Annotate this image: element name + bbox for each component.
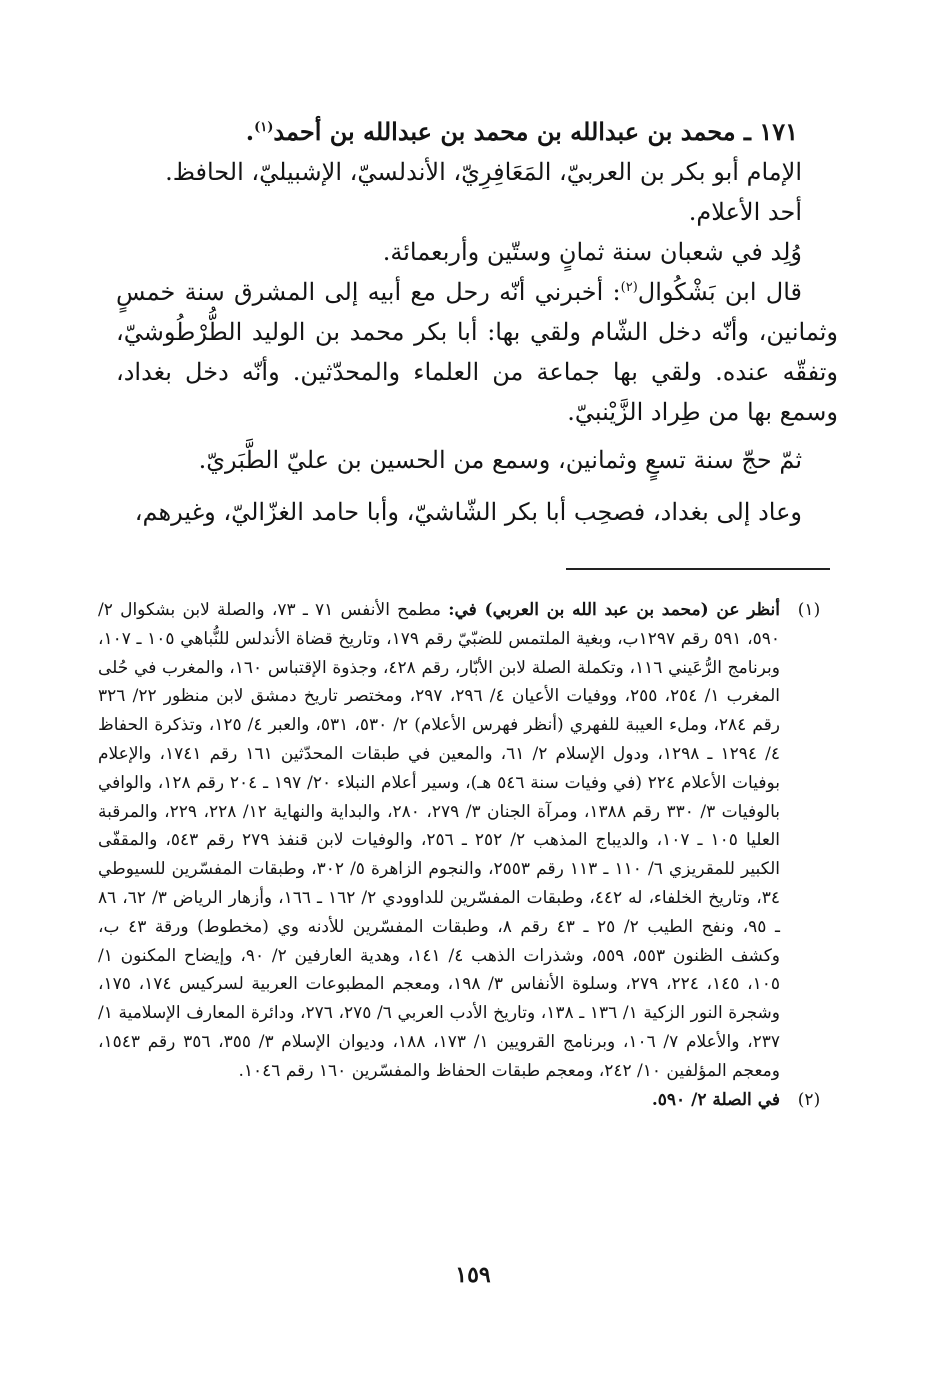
entry-title: محمد بن عبدالله بن محمد بن عبدالله بن أحمد: [273, 117, 736, 146]
footnote-ref-1[interactable]: (١): [254, 120, 274, 135]
footnote-body: مطمح الأنفس ٧١ ـ ٧٣، والصلة لابن بشكوال ٢/ ٥٩٠، ٥٩١ رقم ١٢٩٧ب، وبغية الملتمس للضبّيّ رقم ١٧٩، وتاريخ قضاة الأندلس للنُّباهي ١٠٥ ـ ١٠٧، وبرنامج الرُّعَيني ١١٦، وتكملة الصلة لابن الأبّار، رقم ٤٢٨، وجذوة الإقتباس ١٦٠، والمغرب في حُلى المغرب ١/ ٢٥٤، ٢٥٥، ووفيات الأعيان ٤/ ٢٩٦، ٢٩٧، ومختصر تاريخ دمشق لابن منظور ٢٢/ ٣٢٦ رقم ٢٨٤، وملء العيبة للفهري (أنظر فهرس الأعلام) ٢/ ٥٣٠، ٥٣١، والعبر ٤/ ١٢٥، وتذكرة الحفاظ ٤/ ١٢٩٤ ـ ١٢٩٨، ودول الإسلام ٢/ ٦١، والمعين في طبقات المحدّثين ١٦١ رقم ١٧٤١، والإعلام بوفيات الأعلام ٢٢٤ (في وفيات سنة ٥٤٦ هـ)، وسير أعلام النبلاء ٢٠/ ١٩٧ ـ ٢٠٤ رقم ١٢٨، والوافي بالوفيات ٣/ ٣٣٠ رقم ١٣٨٨، ومرآة الجنان ٣/ ٢٧٩، ٢٨٠، والبداية والنهاية ١٢/ ٢٢٨، ٢٢٩، والمرقبة العليا ١٠٥ ـ ١٠٧، والديباج المذهب ٢/ ٢٥٢ ـ ٢٥٦، والوفيات لابن قنفذ ٢٧٩ رقم ٥٤٣، والمقفّى الكبير للمقريزي ٦/ ١١٠ ـ ١١٣ رقم ٢٥٥٣، والنجوم الزاهرة ٥/ ٣٠٢، وطبقات المفسّرين للسيوطي ٣٤، وتاريخ الخلفاء، له ٤٤٢، وطبقات المفسّرين للداوودي ٢/ ١٦٢ ـ ١٦٦، وأزهار الرياض ٣/ ٦٢، ٨٦ ـ ٩٥، ونفح الطيب ٢/ ٢٥ ـ ٤٣ رقم ٨، وطبقات المفسّرين للأدنه وي (مخطوط) ورقة ٤٣ ب، وكشف الظنون ٥٥٣، ٥٥٩، وشذرات الذهب ٤/ ١٤١، وهدية العارفين ٢/ ٩٠، وإيضاح المكنون ١/ ١٠٥، ١٤٥، ٢٢٤، ٢٧٩، وسلوة الأنفاس ٣/ ١٩٨، ومعجم المطبوعات العربية لسركيس ١٧٤، ١٧٥، وشجرة النور الزكية ١/ ١٣٦ ـ ١٣٨، وتاريخ الأدب العربي ٦/ ٢٧٥، ٢٧٦، ودائرة المعارف الإسلامية ١/ ٢٣٧، والأعلام ٧/ ١٠٦، وبرنامج القرويين ١/ ١٧٣، ١٨٨، وديوان الإسلام ٣/ ٣٥٥، ٣٥٦ رقم ١٥٤٣، ومعجم المؤلفين ١٠/ ٢٤٢، ومعجم طبقات الحفاظ والمفسّرين ١٦٠ رقم ١٠٤٦.: [98, 600, 781, 1081]
entry-heading: ١٧١ ـ محمد بن عبدالله بن محمد بن عبدالله بن أحمد$^{(١)}$.: [245, 117, 798, 146]
paragraph-hajj: ثمّ حجّ سنة تسعٍ وثمانين، وسمع من الحسين بن عليّ الطَّبَريّ.: [198, 446, 802, 474]
footnote-number: (١): [797, 600, 821, 620]
paragraph-body: : أخبرني أنّه رحل مع أبيه إلى المشرق سنة خمسٍ وثمانين، وأنّه دخل الشّام ولقي بها: أبا بكر محمد بن الوليد الطُّرْطُوشيّ، وتفقّه عنده. ولقي بها جماعة من العلماء والمحدّثين. وأنّه دخل بغداد، وسمع بها من طِراد الزَّيْنبيّ.: [116, 278, 838, 426]
footnote-text: [98, 596, 780, 1086]
main-text: [116, 112, 838, 532]
footnote-number: (٢): [797, 1089, 821, 1110]
footnote-lead: في الصلة ٢/ ٥٩٠.: [651, 1089, 780, 1110]
footnotes: [98, 596, 838, 1114]
footnote-lead: أنظر عن (محمد بن عبد الله بن العربي) في:: [448, 600, 780, 620]
paragraph-baghdad: وعاد إلى بغداد، فصحِب أبا بكر الشّاشيّ، وأبا حامد الغزّاليّ، وغيرهم،: [134, 498, 802, 526]
paragraph-intro: قال ابن بَشْكُوال: [637, 278, 802, 306]
entry-line-1: الإمام أبو بكر بن العربيّ، المَعَافِرِيّ، الأندلسيّ، الإشبيليّ، الحافظ.: [165, 158, 802, 186]
footnote-text: [98, 1086, 780, 1115]
footnote-2: [98, 1086, 838, 1115]
entry-line-2: أحد الأعلام.: [688, 198, 802, 226]
footnote-ref-2[interactable]: (٢): [620, 280, 638, 295]
page-number: ١٥٩: [455, 1262, 491, 1288]
paragraph-ibn-bashkuwal: [116, 272, 838, 432]
entry-line-3: وُلِد في شعبان سنة ثمانٍ وستّين وأربعمائة.: [382, 238, 802, 266]
entry-number: ١٧١: [759, 117, 798, 146]
footnote-separator: [566, 568, 830, 570]
footnote-1: [98, 596, 838, 1086]
